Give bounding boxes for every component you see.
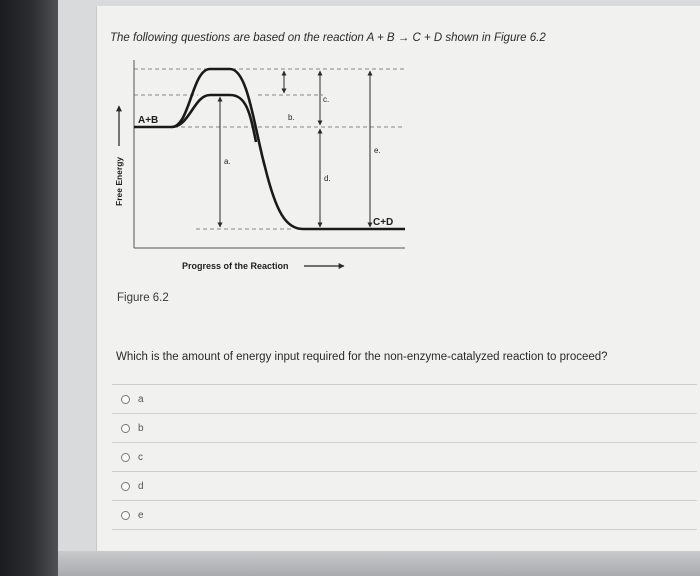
answer-option-e[interactable] — [112, 500, 697, 530]
reactant-label: A+B — [138, 115, 159, 126]
uncatalyzed-curve — [134, 69, 405, 229]
option-label: b — [138, 422, 144, 434]
catalyzed-curve — [172, 95, 256, 142]
x-axis-label: Progress of the Reaction — [182, 261, 289, 271]
question-prompt: The following questions are based on the reaction A + B → C + D shown in Figure 6.2 — [110, 32, 546, 44]
answer-option-d[interactable] — [112, 471, 697, 500]
question-text: Which is the amount of energy input required for the non-enzyme-catalyzed reaction to proceed? — [116, 351, 608, 363]
marker-label-d: d. — [324, 174, 331, 183]
figure-caption: Figure 6.2 — [117, 292, 169, 304]
marker-label-b: b. — [288, 113, 295, 122]
marker-label-e: e. — [374, 146, 381, 155]
radio-button[interactable] — [121, 511, 130, 520]
option-label: c — [138, 451, 143, 463]
background-bottom-strip — [58, 551, 700, 576]
answer-options — [112, 384, 697, 530]
radio-button[interactable] — [121, 424, 130, 433]
marker-label-c: c. — [323, 95, 330, 104]
y-axis-label: Free Energy — [114, 156, 124, 206]
answer-option-c[interactable] — [112, 442, 697, 471]
answer-option-b[interactable] — [112, 413, 697, 442]
product-label: C+D — [373, 217, 394, 228]
option-label: d — [138, 480, 144, 492]
answer-option-a[interactable] — [112, 384, 697, 413]
option-label: a — [138, 393, 144, 405]
energy-diagram-figure — [108, 52, 413, 282]
radio-button[interactable] — [121, 453, 130, 462]
option-label: e — [138, 509, 144, 521]
background-edge — [0, 0, 58, 576]
radio-button[interactable] — [121, 395, 130, 404]
marker-label-a: a. — [224, 157, 231, 166]
radio-button[interactable] — [121, 482, 130, 491]
